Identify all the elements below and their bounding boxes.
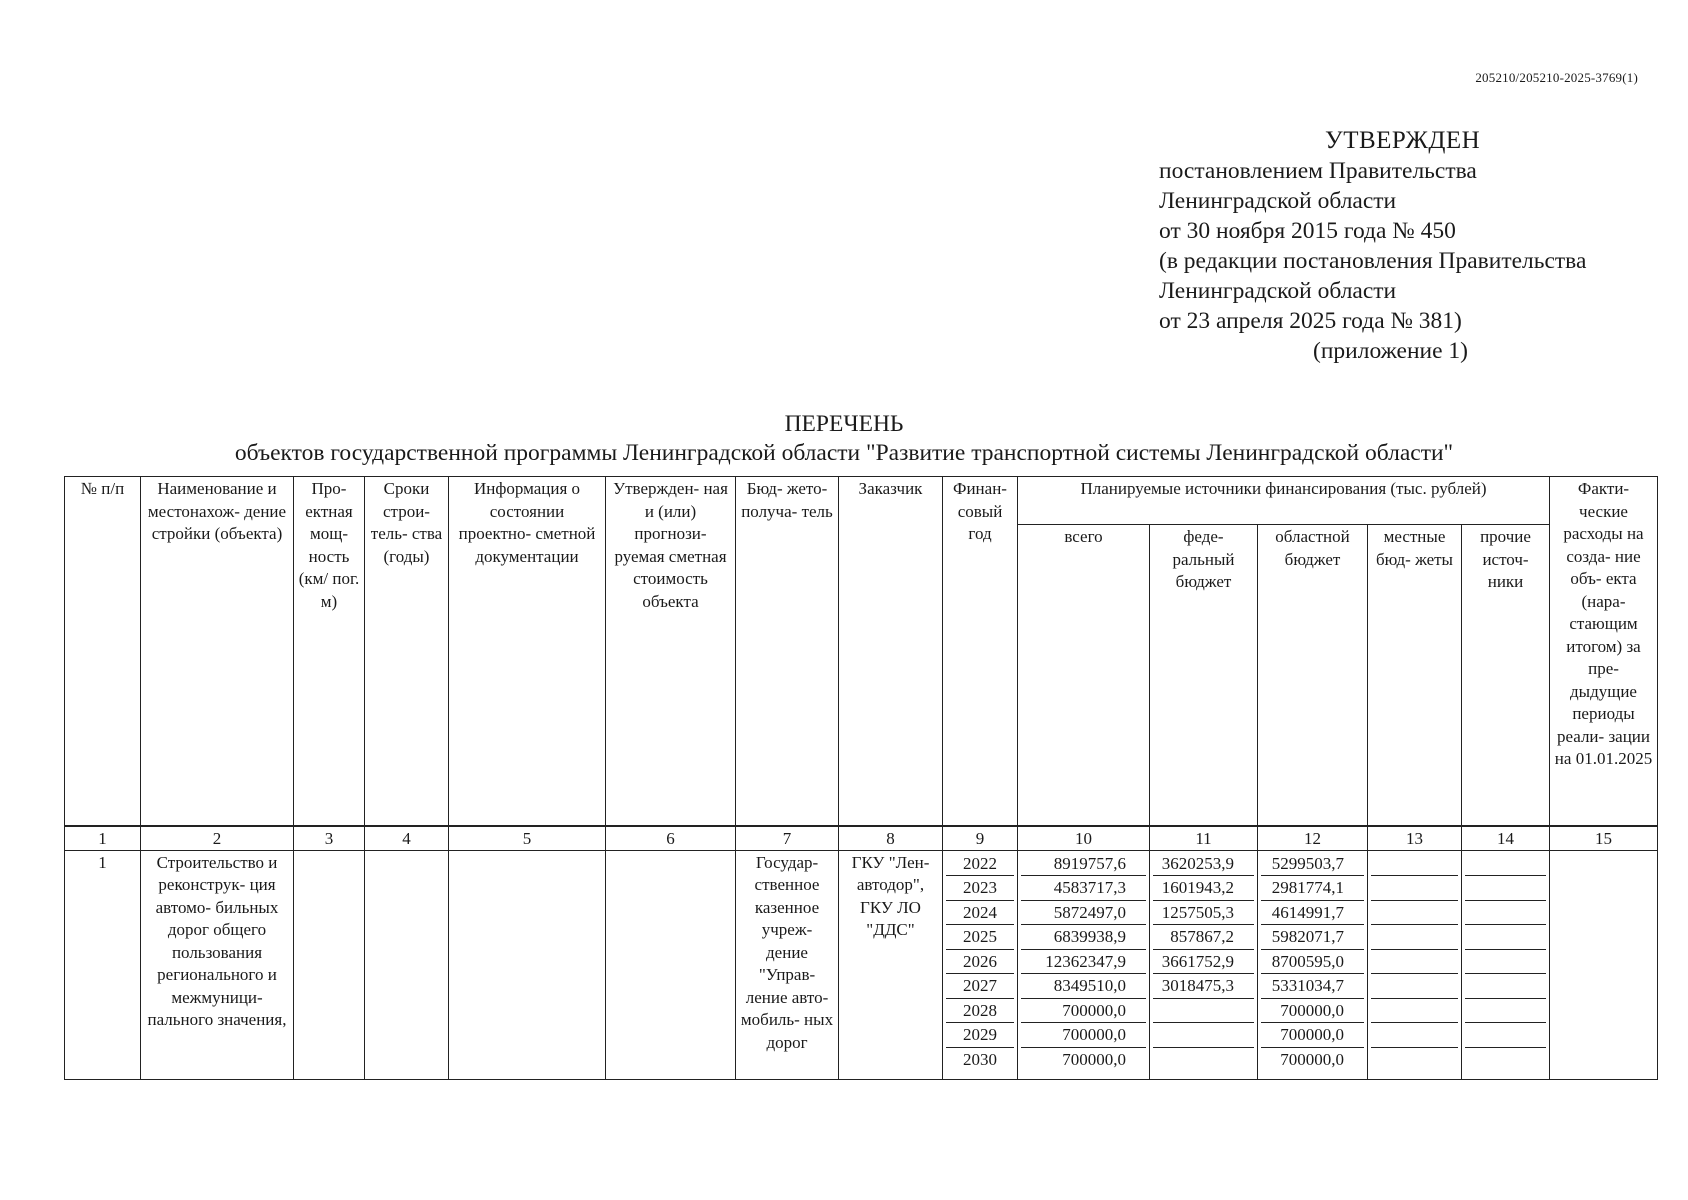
other-value [1465, 1023, 1546, 1048]
header-cell: прочие источ- ники [1462, 525, 1550, 826]
regional-value: 4614991,7 [1261, 901, 1364, 926]
approval-line: от 23 апреля 2025 года № 381) [1159, 308, 1462, 334]
local-value [1371, 974, 1458, 999]
financial-year-value: 2025 [946, 925, 1014, 950]
financial-year-value: 2030 [963, 1049, 997, 1069]
capacity-cell [294, 850, 365, 1079]
approval-line: Ленинградской области [1159, 278, 1397, 304]
federal-value: 857867,2 [1153, 925, 1254, 950]
financial-year-value: 2028 [946, 999, 1014, 1024]
local-budget-cell [1368, 850, 1462, 1079]
approval-line: постановлением Правительства [1159, 158, 1477, 184]
local-value [1371, 950, 1458, 975]
column-number-cell: 1 [65, 826, 141, 851]
column-number-cell: 11 [1150, 826, 1258, 851]
financial-year-value: 2026 [946, 950, 1014, 975]
other-value [1465, 852, 1546, 877]
document-title-block [0, 410, 1688, 468]
other-value [1465, 950, 1546, 975]
objects-table [64, 476, 1658, 1080]
table-row [65, 850, 1658, 1079]
other-value [1465, 999, 1546, 1024]
regional-value: 700000,0 [1261, 1023, 1364, 1048]
federal-value: 1601943,2 [1153, 876, 1254, 901]
federal-value [1153, 1023, 1254, 1048]
other-sources-cell [1462, 850, 1550, 1079]
other-value [1465, 925, 1546, 950]
design-doc-info-cell [449, 850, 606, 1079]
column-number-cell: 9 [943, 826, 1018, 851]
approval-line: (в редакции постановления Правительства [1159, 248, 1587, 274]
column-number-cell: 6 [606, 826, 736, 851]
total-cell [1018, 850, 1150, 1079]
estimated-cost-cell [606, 850, 736, 1079]
total-value: 4583717,3 [1021, 876, 1146, 901]
actual-expenses-cell [1550, 850, 1658, 1079]
column-number-cell: 3 [294, 826, 365, 851]
federal-value: 3661752,9 [1153, 950, 1254, 975]
header-cell: Сроки строи- тель- ства (годы) [365, 477, 449, 826]
other-value [1465, 876, 1546, 901]
column-number-cell: 10 [1018, 826, 1150, 851]
financial-year-value: 2024 [946, 901, 1014, 926]
local-value [1371, 1023, 1458, 1048]
total-value: 8919757,6 [1021, 852, 1146, 877]
column-number-row [65, 826, 1658, 851]
financial-year-cell [943, 850, 1018, 1079]
financial-year-value: 2023 [946, 876, 1014, 901]
federal-value [1153, 1048, 1254, 1072]
local-value [1371, 925, 1458, 950]
construction-period-cell [365, 850, 449, 1079]
column-number-cell: 2 [141, 826, 294, 851]
years-stack [946, 852, 1014, 1072]
approval-block [1159, 126, 1639, 366]
column-number-cell: 15 [1550, 826, 1658, 851]
header-cell: Бюд- жето- получа- тель [736, 477, 839, 826]
total-value: 700000,0 [1062, 1049, 1126, 1069]
local-value [1371, 999, 1458, 1024]
total-value: 5872497,0 [1021, 901, 1146, 926]
header-cell: Заказчик [839, 477, 943, 826]
financial-year-value: 2022 [946, 852, 1014, 877]
regional-value: 8700595,0 [1261, 950, 1364, 975]
total-value: 6839938,9 [1021, 925, 1146, 950]
table-header-row [65, 477, 1658, 525]
total-value: 8349510,0 [1021, 974, 1146, 999]
header-cell: местные бюд- жеты [1368, 525, 1462, 826]
approval-stamp: УТВЕРЖДЕН [1325, 127, 1481, 154]
approval-line: от 30 ноября 2015 года № 450 [1159, 218, 1456, 244]
regional-value: 5982071,7 [1261, 925, 1364, 950]
document-subtitle: объектов государственной программы Ленинградской области "Развитие транспортной системы Ленинградской области" [234, 440, 1454, 466]
column-number-cell: 13 [1368, 826, 1462, 851]
header-cell: Финан- совый год [943, 477, 1018, 826]
federal-value: 1257505,3 [1153, 901, 1254, 926]
header-cell: Утвержден- ная и (или) прогнози- руемая сметная стоимость объекта [606, 477, 736, 826]
regional-value: 2981774,1 [1261, 876, 1364, 901]
regional-value: 700000,0 [1280, 1049, 1344, 1069]
federal-budget-cell [1150, 850, 1258, 1079]
total-value: 700000,0 [1021, 1023, 1146, 1048]
other-value [1465, 901, 1546, 926]
document-title: ПЕРЕЧЕНЬ [784, 411, 904, 437]
column-number-cell: 7 [736, 826, 839, 851]
local-value [1371, 901, 1458, 926]
header-cell: Информация о состоянии проектно- сметной документации [449, 477, 606, 826]
header-group-cell: Планируемые источники финансирования (тыс. рублей) [1018, 477, 1550, 525]
total-value: 700000,0 [1021, 999, 1146, 1024]
header-cell: № п/п [65, 477, 141, 826]
other-stack [1465, 852, 1546, 1072]
header-cell: Факти- ческие расходы на созда- ние объ- екта (нара- стающим итогом) за пре- дыдущие периоды реали- зации на 01.01.2025 [1550, 477, 1658, 826]
header-cell: Про- ектная мощ- ность (км/ пог. м) [294, 477, 365, 826]
local-stack [1371, 852, 1458, 1072]
column-number-cell: 14 [1462, 826, 1550, 851]
approval-appendix: (приложение 1) [1313, 338, 1469, 364]
federal-value [1153, 999, 1254, 1024]
customer-cell: ГКУ "Лен- автодор", ГКУ ЛО "ДДС" [839, 850, 943, 1079]
document-id: 205210/205210-2025-3769(1) [1475, 70, 1638, 85]
other-value [1465, 1048, 1546, 1072]
federal-value: 3018475,3 [1153, 974, 1254, 999]
local-value [1371, 852, 1458, 877]
row-number-cell: 1 [65, 850, 141, 1079]
object-name-cell: Строительство и реконструк- ция автомо- бильных дорог общего пользования регионального и межмуници- пального значения, [141, 850, 294, 1079]
total-value: 12362347,9 [1021, 950, 1146, 975]
regional-value: 5299503,7 [1261, 852, 1364, 877]
column-number-cell: 12 [1258, 826, 1368, 851]
local-value [1371, 876, 1458, 901]
regional-value: 5331034,7 [1261, 974, 1364, 999]
budget-recipient-cell: Государ- ственное казенное учреж- дение "Управ- ление авто- мобиль- ных дорог [736, 850, 839, 1079]
header-cell: областной бюджет [1258, 525, 1368, 826]
column-number-cell: 5 [449, 826, 606, 851]
federal-value: 3620253,9 [1153, 852, 1254, 877]
federal-stack [1153, 852, 1254, 1072]
column-number-cell: 4 [365, 826, 449, 851]
total-stack [1021, 852, 1146, 1072]
approval-line: Ленинградской области [1159, 188, 1397, 214]
financial-year-value: 2027 [946, 974, 1014, 999]
header-cell: феде- ральный бюджет [1150, 525, 1258, 826]
regional-value: 700000,0 [1261, 999, 1364, 1024]
local-value [1371, 1048, 1458, 1072]
header-cell: Наименование и местонахож- дение стройки (объекта) [141, 477, 294, 826]
regional-budget-cell [1258, 850, 1368, 1079]
column-number-cell: 8 [839, 826, 943, 851]
header-cell: всего [1018, 525, 1150, 826]
other-value [1465, 974, 1546, 999]
regional-stack [1261, 852, 1364, 1072]
financial-year-value: 2029 [946, 1023, 1014, 1048]
